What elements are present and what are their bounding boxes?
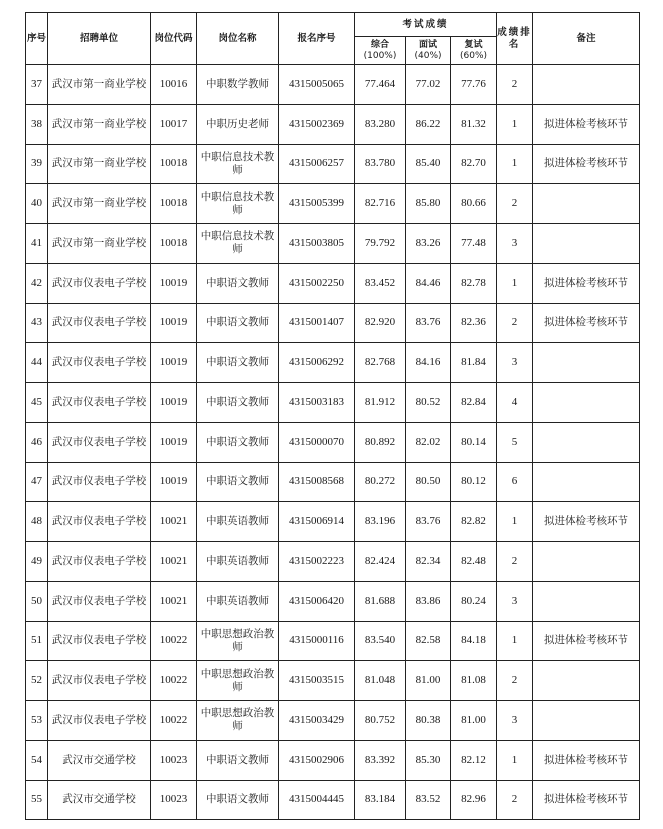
cell-interview: 77.02: [406, 65, 451, 105]
cell-post-name: 中职语文教师: [197, 462, 279, 502]
table-row: [26, 462, 640, 502]
table-row: [26, 422, 640, 462]
cell-rank: 2: [497, 65, 533, 105]
cell-composite: 81.048: [355, 661, 406, 701]
cell-interview: 86.22: [406, 104, 451, 144]
cell-retest: 82.96: [451, 780, 497, 820]
cell-retest: 81.00: [451, 701, 497, 741]
header-seq: 序号: [26, 13, 48, 65]
cell-seq: 45: [26, 383, 48, 423]
cell-retest: 80.24: [451, 581, 497, 621]
cell-seq: 50: [26, 581, 48, 621]
cell-unit: 武汉市第一商业学校: [48, 184, 151, 224]
cell-unit: 武汉市第一商业学校: [48, 224, 151, 264]
table-row: [26, 104, 640, 144]
cell-post-code: 10021: [151, 542, 197, 582]
header-interview-pct: (40%): [414, 50, 442, 61]
table-row: [26, 621, 640, 661]
cell-post-name: 中职语文教师: [197, 422, 279, 462]
cell-post-name: 中职语文教师: [197, 263, 279, 303]
header-interview: [406, 37, 451, 65]
cell-seq: 40: [26, 184, 48, 224]
header-unit: 招聘单位: [48, 13, 151, 65]
cell-rank: 2: [497, 780, 533, 820]
cell-post-name: 中职数学教师: [197, 65, 279, 105]
cell-rank: 3: [497, 343, 533, 383]
cell-retest: 80.66: [451, 184, 497, 224]
cell-rank: 1: [497, 263, 533, 303]
cell-unit: 武汉市仪表电子学校: [48, 462, 151, 502]
cell-post-code: 10018: [151, 144, 197, 184]
cell-interview: 83.52: [406, 780, 451, 820]
cell-post-code: 10017: [151, 104, 197, 144]
cell-remark: 拟进体检考核环节: [533, 104, 640, 144]
cell-remark: 拟进体检考核环节: [533, 263, 640, 303]
cell-retest: 84.18: [451, 621, 497, 661]
header-reg-no: 报名序号: [279, 13, 355, 65]
cell-rank: 4: [497, 383, 533, 423]
cell-post-name: 中职思想政治教师: [197, 701, 279, 741]
cell-post-code: 10023: [151, 740, 197, 780]
cell-post-name: 中职思想政治教师: [197, 621, 279, 661]
cell-post-name: 中职思想政治教师: [197, 661, 279, 701]
cell-composite: 83.184: [355, 780, 406, 820]
cell-unit: 武汉市仪表电子学校: [48, 581, 151, 621]
cell-retest: 82.84: [451, 383, 497, 423]
cell-retest: 82.78: [451, 263, 497, 303]
cell-interview: 83.76: [406, 502, 451, 542]
cell-unit: 武汉市仪表电子学校: [48, 661, 151, 701]
cell-retest: 82.12: [451, 740, 497, 780]
cell-rank: 2: [497, 303, 533, 343]
cell-interview: 80.50: [406, 462, 451, 502]
cell-remark: [533, 383, 640, 423]
cell-interview: 80.52: [406, 383, 451, 423]
cell-post-name: 中职信息技术教师: [197, 184, 279, 224]
header-post-name: 岗位名称: [197, 13, 279, 65]
cell-rank: 1: [497, 144, 533, 184]
cell-unit: 武汉市仪表电子学校: [48, 303, 151, 343]
cell-composite: 83.540: [355, 621, 406, 661]
table-row: [26, 701, 640, 741]
cell-remark: 拟进体检考核环节: [533, 144, 640, 184]
cell-reg-no: 4315000070: [279, 422, 355, 462]
cell-seq: 53: [26, 701, 48, 741]
cell-post-code: 10019: [151, 263, 197, 303]
cell-post-code: 10022: [151, 661, 197, 701]
cell-retest: 77.48: [451, 224, 497, 264]
cell-seq: 42: [26, 263, 48, 303]
cell-post-name: 中职英语教师: [197, 581, 279, 621]
cell-seq: 48: [26, 502, 48, 542]
cell-post-code: 10016: [151, 65, 197, 105]
table-row: [26, 581, 640, 621]
cell-post-code: 10019: [151, 303, 197, 343]
header-rank: 成绩排名: [497, 13, 533, 65]
header-interview-label: 面试: [418, 39, 437, 50]
cell-rank: 1: [497, 621, 533, 661]
cell-retest: 82.48: [451, 542, 497, 582]
cell-interview: 83.86: [406, 581, 451, 621]
cell-rank: 3: [497, 224, 533, 264]
table-row: [26, 263, 640, 303]
cell-remark: [533, 65, 640, 105]
table-row: [26, 502, 640, 542]
table-row: [26, 224, 640, 264]
cell-rank: 5: [497, 422, 533, 462]
cell-interview: 85.80: [406, 184, 451, 224]
cell-reg-no: 4315006914: [279, 502, 355, 542]
cell-post-name: 中职信息技术教师: [197, 224, 279, 264]
cell-retest: 81.08: [451, 661, 497, 701]
cell-remark: [533, 343, 640, 383]
table-row: [26, 383, 640, 423]
cell-reg-no: 4315003805: [279, 224, 355, 264]
cell-post-code: 10022: [151, 621, 197, 661]
cell-seq: 47: [26, 462, 48, 502]
table-row: [26, 184, 640, 224]
table-row: [26, 144, 640, 184]
cell-reg-no: 4315002369: [279, 104, 355, 144]
header-composite-label: 综合: [370, 39, 389, 50]
cell-composite: 80.892: [355, 422, 406, 462]
table-row: [26, 65, 640, 105]
cell-remark: [533, 581, 640, 621]
cell-reg-no: 4315003183: [279, 383, 355, 423]
cell-interview: 85.40: [406, 144, 451, 184]
cell-remark: [533, 542, 640, 582]
cell-composite: 83.452: [355, 263, 406, 303]
cell-composite: 80.272: [355, 462, 406, 502]
cell-interview: 85.30: [406, 740, 451, 780]
cell-reg-no: 4315003429: [279, 701, 355, 741]
table-body: [26, 65, 640, 820]
table-row: [26, 542, 640, 582]
cell-composite: 83.392: [355, 740, 406, 780]
cell-composite: 79.792: [355, 224, 406, 264]
table-row: [26, 661, 640, 701]
header-retest-pct: (60%): [459, 50, 488, 61]
cell-post-name: 中职英语教师: [197, 502, 279, 542]
cell-reg-no: 4315002223: [279, 542, 355, 582]
cell-retest: 82.36: [451, 303, 497, 343]
cell-remark: 拟进体检考核环节: [533, 621, 640, 661]
cell-post-name: 中职语文教师: [197, 303, 279, 343]
table-row: [26, 343, 640, 383]
header-exam-scores: 考试成绩: [355, 13, 497, 37]
header-remark: 备注: [533, 13, 640, 65]
header-composite: [355, 37, 406, 65]
cell-interview: 82.58: [406, 621, 451, 661]
cell-remark: [533, 661, 640, 701]
table-row: [26, 780, 640, 820]
cell-remark: 拟进体检考核环节: [533, 740, 640, 780]
header-retest-label: 复试: [464, 39, 483, 50]
cell-seq: 51: [26, 621, 48, 661]
cell-post-code: 10019: [151, 343, 197, 383]
cell-reg-no: 4315004445: [279, 780, 355, 820]
cell-unit: 武汉市交通学校: [48, 780, 151, 820]
cell-seq: 37: [26, 65, 48, 105]
cell-interview: 83.76: [406, 303, 451, 343]
cell-reg-no: 4315006292: [279, 343, 355, 383]
results-table: [25, 12, 640, 820]
cell-post-name: 中职语文教师: [197, 383, 279, 423]
cell-composite: 81.912: [355, 383, 406, 423]
cell-seq: 55: [26, 780, 48, 820]
cell-interview: 84.16: [406, 343, 451, 383]
cell-rank: 6: [497, 462, 533, 502]
cell-post-name: 中职语文教师: [197, 780, 279, 820]
cell-retest: 77.76: [451, 65, 497, 105]
cell-interview: 81.00: [406, 661, 451, 701]
cell-remark: [533, 701, 640, 741]
cell-post-code: 10019: [151, 422, 197, 462]
cell-remark: [533, 224, 640, 264]
header-retest: [451, 37, 497, 65]
cell-seq: 49: [26, 542, 48, 582]
cell-post-code: 10019: [151, 462, 197, 502]
table-row: [26, 740, 640, 780]
cell-post-code: 10019: [151, 383, 197, 423]
cell-retest: 80.14: [451, 422, 497, 462]
cell-composite: 82.768: [355, 343, 406, 383]
cell-retest: 81.84: [451, 343, 497, 383]
cell-seq: 52: [26, 661, 48, 701]
cell-seq: 38: [26, 104, 48, 144]
cell-rank: 3: [497, 581, 533, 621]
cell-composite: 82.424: [355, 542, 406, 582]
cell-interview: 84.46: [406, 263, 451, 303]
cell-unit: 武汉市仪表电子学校: [48, 502, 151, 542]
cell-composite: 83.780: [355, 144, 406, 184]
cell-post-code: 10018: [151, 224, 197, 264]
cell-rank: 1: [497, 502, 533, 542]
cell-unit: 武汉市仪表电子学校: [48, 422, 151, 462]
cell-reg-no: 4315003515: [279, 661, 355, 701]
cell-seq: 44: [26, 343, 48, 383]
cell-post-name: 中职英语教师: [197, 542, 279, 582]
cell-reg-no: 4315000116: [279, 621, 355, 661]
cell-unit: 武汉市仪表电子学校: [48, 621, 151, 661]
cell-remark: [533, 462, 640, 502]
cell-rank: 2: [497, 661, 533, 701]
cell-reg-no: 4315002250: [279, 263, 355, 303]
cell-reg-no: 4315006257: [279, 144, 355, 184]
cell-seq: 54: [26, 740, 48, 780]
cell-remark: 拟进体检考核环节: [533, 502, 640, 542]
header-post-code: 岗位代码: [151, 13, 197, 65]
cell-unit: 武汉市仪表电子学校: [48, 701, 151, 741]
cell-interview: 82.02: [406, 422, 451, 462]
cell-post-code: 10023: [151, 780, 197, 820]
cell-reg-no: 4315008568: [279, 462, 355, 502]
cell-remark: [533, 184, 640, 224]
cell-post-name: 中职历史老师: [197, 104, 279, 144]
cell-rank: 2: [497, 184, 533, 224]
cell-composite: 81.688: [355, 581, 406, 621]
cell-unit: 武汉市仪表电子学校: [48, 263, 151, 303]
cell-seq: 43: [26, 303, 48, 343]
cell-retest: 82.70: [451, 144, 497, 184]
cell-reg-no: 4315001407: [279, 303, 355, 343]
cell-unit: 武汉市仪表电子学校: [48, 343, 151, 383]
cell-remark: [533, 422, 640, 462]
cell-reg-no: 4315002906: [279, 740, 355, 780]
cell-rank: 3: [497, 701, 533, 741]
cell-post-name: 中职语文教师: [197, 343, 279, 383]
cell-reg-no: 4315006420: [279, 581, 355, 621]
cell-unit: 武汉市仪表电子学校: [48, 542, 151, 582]
cell-reg-no: 4315005065: [279, 65, 355, 105]
cell-retest: 80.12: [451, 462, 497, 502]
cell-rank: 2: [497, 542, 533, 582]
cell-interview: 82.34: [406, 542, 451, 582]
cell-composite: 82.920: [355, 303, 406, 343]
cell-seq: 41: [26, 224, 48, 264]
cell-rank: 1: [497, 104, 533, 144]
cell-post-code: 10022: [151, 701, 197, 741]
cell-unit: 武汉市第一商业学校: [48, 104, 151, 144]
header-composite-pct: (100%): [363, 50, 397, 61]
cell-interview: 83.26: [406, 224, 451, 264]
cell-unit: 武汉市仪表电子学校: [48, 383, 151, 423]
cell-unit: 武汉市第一商业学校: [48, 144, 151, 184]
cell-remark: 拟进体检考核环节: [533, 303, 640, 343]
cell-retest: 82.82: [451, 502, 497, 542]
cell-unit: 武汉市交通学校: [48, 740, 151, 780]
table-row: [26, 303, 640, 343]
cell-rank: 1: [497, 740, 533, 780]
cell-interview: 80.38: [406, 701, 451, 741]
cell-remark: 拟进体检考核环节: [533, 780, 640, 820]
cell-post-code: 10021: [151, 502, 197, 542]
cell-retest: 81.32: [451, 104, 497, 144]
cell-composite: 83.196: [355, 502, 406, 542]
cell-unit: 武汉市第一商业学校: [48, 65, 151, 105]
cell-post-name: 中职语文教师: [197, 740, 279, 780]
cell-post-code: 10018: [151, 184, 197, 224]
cell-composite: 77.464: [355, 65, 406, 105]
cell-seq: 46: [26, 422, 48, 462]
cell-composite: 80.752: [355, 701, 406, 741]
cell-post-name: 中职信息技术教师: [197, 144, 279, 184]
cell-composite: 82.716: [355, 184, 406, 224]
cell-composite: 83.280: [355, 104, 406, 144]
cell-seq: 39: [26, 144, 48, 184]
cell-reg-no: 4315005399: [279, 184, 355, 224]
cell-post-code: 10021: [151, 581, 197, 621]
